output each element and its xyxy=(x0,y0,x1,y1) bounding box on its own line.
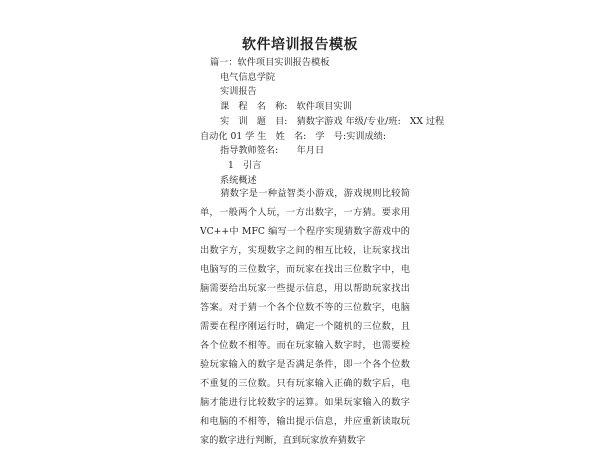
section-heading-article-one: 篇一：软件项目实训报告模板 xyxy=(210,57,330,68)
project-title-line: 实 训 题 目: 猜数字游戏 年级/专业/班: XX 过程 xyxy=(220,116,445,127)
course-name-line: 课 程 名 称: 软件项目实训 xyxy=(220,101,352,112)
body-paragraph-text: 猜数字是一种益智类小游戏，游戏规则比较简单，一般两个人玩，一方出数字，一方猜。要求用 VC++中 MFC 编写一个程序实现猜数字游戏中的出数字方，实现数字之间的相互比较，让玩家找出电脑写的三位数字，而玩家在找出三位数字中，电脑需要给出玩家一些提示信息，用以帮助玩家找出答案。对于猜一个各个位数不等的三位数字，电脑需要在程序刚运行时，确定一个随机的三位数，且各个位数不相等。而在玩家输入数字时，也需要检验玩家输入的数字是否满足条件，即一个各个位数不重复的三位数。只有玩家输入正确的数字后，电脑才能进行比较数字的运算。如果玩家输入的数字和电脑的不相等，输出提示信息，并应重新读取玩家的数字进行判断，直到玩家放弃猜数字 xyxy=(200,188,410,446)
report-type: 实训报告 xyxy=(220,86,257,97)
student-info-line: 自动化 01 学 生 姓 名: 学 号:实训成绩: xyxy=(200,131,386,142)
subsection-system-overview: 系统概述 xyxy=(220,175,257,186)
instructor-signature-line: 指导教师签名: 年月日 xyxy=(220,145,325,156)
section-introduction: 1 引言 xyxy=(228,160,262,171)
college-name: 电气信息学院 xyxy=(220,72,276,83)
body-paragraph xyxy=(200,184,410,450)
document-title: 软件培训报告模板 xyxy=(242,37,358,53)
